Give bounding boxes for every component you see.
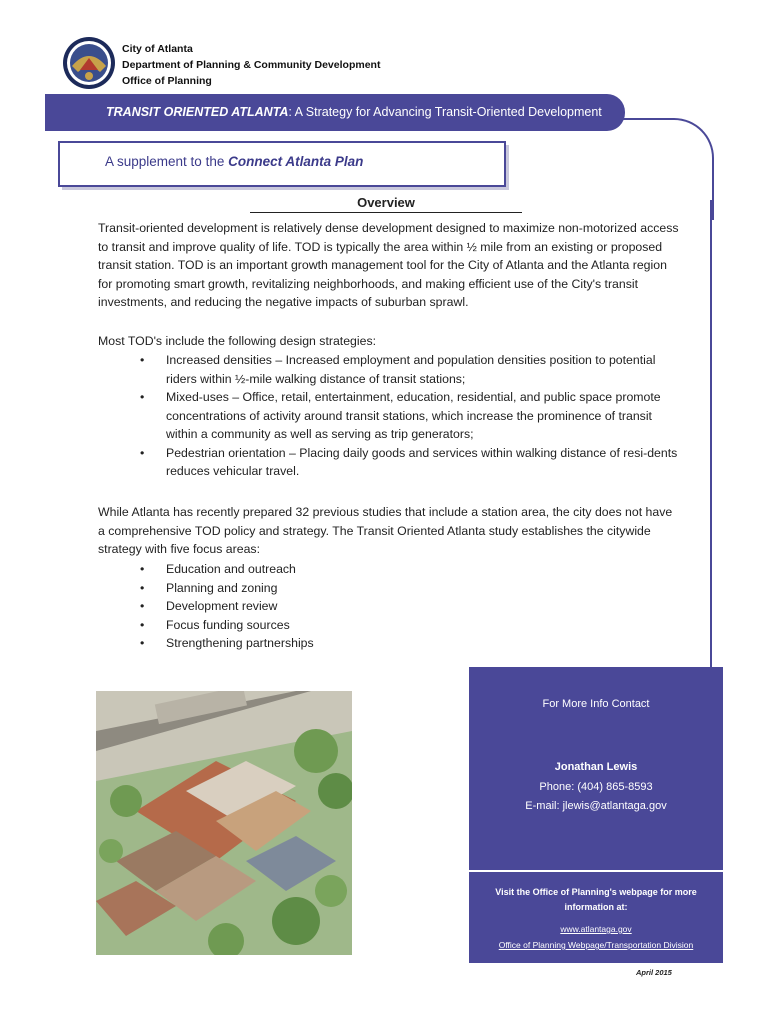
aerial-rendering-image [96,691,352,955]
list-item: • Increased densities – Increased employment and population densities position to potential riders within ½-mile walking distance of transit stations; [140,351,680,388]
banner-title [106,105,602,119]
list-item: • Focus funding sources [140,616,680,635]
design-strategies-list [140,351,680,481]
list-item: • Development review [140,597,680,616]
subtitle-plan: Connect Atlanta Plan [228,154,364,169]
org-city: City of Atlanta [122,43,193,55]
contact-email[interactable]: E-mail: jlewis@atlantaga.gov [525,800,667,812]
visit-webpage-text: Visit the Office of Planning's webpage for more information at: [495,887,697,912]
link-atlantaga[interactable]: www.atlantaga.gov [560,924,632,934]
banner-title-rest: : A Strategy for Advancing Transit-Oriented Development [288,105,602,119]
link-planning-webpage[interactable]: Office of Planning Webpage/Transportation Division [498,940,694,950]
contact-name: Jonathan Lewis [554,761,638,773]
list-item: • Mixed-uses – Office, retail, entertainment, education, residential, and public space promote concentrations of activity around transit stations, which increase the prominence of transit within a community as well as serving as trip generators; [140,388,680,444]
contact-box [469,667,723,963]
overview-paragraph-1: Transit-oriented development is relatively dense development designed to maximize non-motorized access to transit and improve quality of life. TOD is typically the area within ½ mile from an existing or proposed transit station. TOD is an important growth management tool for the City of Atlanta and the Atlanta region for promoting smart growth, revitalizing neighborhoods, and making efficient use of the City's transit investments, and reducing the negative impacts of suburban sprawl. [98,221,679,309]
org-department: Department of Planning & Community Development [122,59,381,71]
overview-paragraph-3: While Atlanta has recently prepared 32 previous studies that include a station area, the city does not have a comprehensive TOD policy and strategy. The Transit Oriented Atlanta study establishes the citywide strategy with five focus areas: [98,505,673,556]
list-item: • Pedestrian orientation – Placing daily goods and services within walking distance of resi-dents reduces vehicular travel. [140,444,680,481]
list-item: • Strengthening partnerships [140,634,680,653]
contact-phone: Phone: (404) 865-8593 [539,781,653,793]
overview-paragraph-2: Most TOD's include the following design strategies: [98,334,377,348]
org-office: Office of Planning [122,75,212,87]
contact-heading: For More Info Contact [542,698,650,710]
subtitle [105,154,363,169]
focus-areas-list [140,560,680,653]
subtitle-prefix: A supplement to the [105,154,229,169]
contact-divider [469,870,723,872]
footer-date: April 2015 [636,968,672,977]
frame-corner [590,118,714,220]
organization-block [122,41,380,89]
list-item: • Planning and zoning [140,579,680,598]
list-item: • Education and outreach [140,560,680,579]
banner-title-bold: TRANSIT ORIENTED ATLANTA [106,105,289,119]
city-seal-icon [62,36,116,90]
overview-heading: Overview [250,195,522,213]
frame-right-line [710,200,712,670]
